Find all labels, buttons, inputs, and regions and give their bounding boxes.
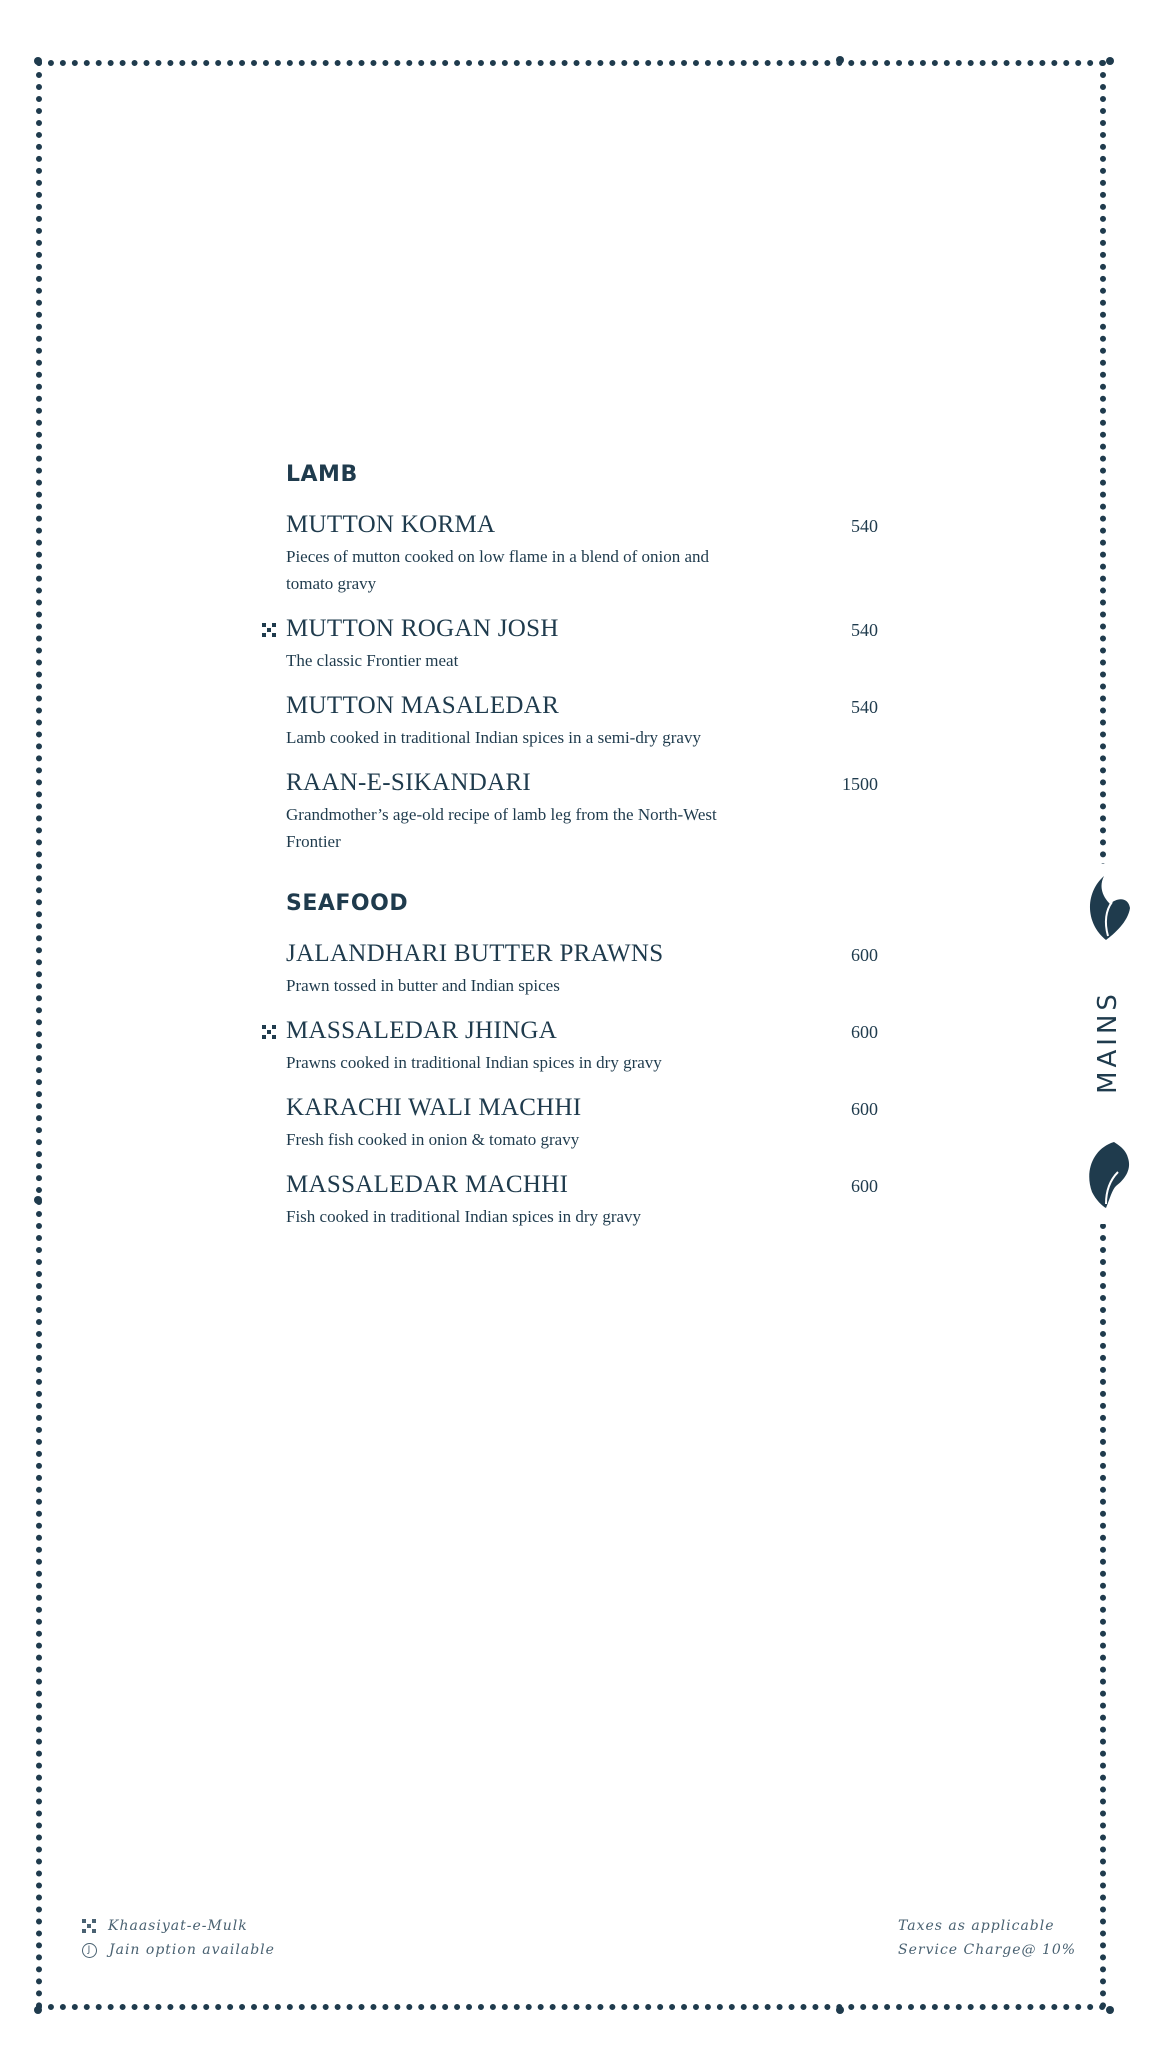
item-name: MASSALEDAR MACHHI [286, 1171, 569, 1198]
item-name: MUTTON MASALEDAR [286, 692, 560, 719]
taxes-note: Taxes as applicable [898, 1918, 1055, 1934]
side-tab-label: MAINS [1093, 990, 1123, 1094]
item-description: Prawn tossed in butter and Indian spices [286, 976, 560, 995]
item-name: MUTTON KORMA [286, 511, 496, 538]
legend-jain-label: Jain option available [109, 1942, 275, 1958]
menu-item [286, 1171, 878, 1230]
item-name: MASSALEDAR JHINGA [286, 1017, 558, 1044]
leaf-icon [1084, 1140, 1134, 1210]
section-title-seafood: SEAFOOD [286, 891, 409, 916]
item-price: 600 [851, 1022, 878, 1042]
section-title-lamb: LAMB [286, 462, 358, 487]
item-description: Pieces of mutton cooked on low flame in a blend of onion and tomato gravy [286, 547, 710, 593]
item-price: 540 [851, 697, 878, 717]
item-description: Fresh fish cooked in onion & tomato gravy [286, 1130, 580, 1149]
legend-jain [82, 1938, 275, 1962]
side-tab-label-wrap [1088, 982, 1128, 1102]
item-name: RAAN-E-SIKANDARI [286, 769, 532, 796]
item-price: 540 [851, 516, 878, 536]
menu-item [286, 1017, 878, 1076]
corner-dot [1106, 57, 1114, 65]
edge-dot [836, 56, 844, 64]
item-description: Fish cooked in traditional Indian spices in dry gravy [286, 1207, 642, 1226]
menu-item [286, 1094, 878, 1153]
item-name: KARACHI WALI MACHHI [286, 1094, 582, 1121]
item-price: 600 [851, 1176, 878, 1196]
item-description: Lamb cooked in traditional Indian spices in a semi-dry gravy [286, 728, 701, 747]
item-description: Prawns cooked in traditional Indian spices in dry gravy [286, 1053, 662, 1072]
item-price: 540 [851, 620, 878, 640]
menu-item [286, 692, 878, 751]
footer-notes [898, 1914, 1076, 1962]
item-price: 600 [851, 1099, 878, 1119]
khaasiyat-mark-icon [262, 623, 276, 637]
menu-content [286, 462, 878, 1248]
item-price: 600 [851, 945, 878, 965]
service-charge-note: Service Charge@ 10% [898, 1942, 1077, 1958]
side-tab [1080, 872, 1150, 1212]
footer-legend [82, 1914, 275, 1962]
item-name: JALANDHARI BUTTER PRAWNS [286, 940, 664, 967]
menu-item [286, 769, 878, 855]
leaf-icon [1084, 874, 1134, 944]
item-description: The classic Frontier meat [286, 651, 459, 670]
menu-item [286, 511, 878, 597]
khaasiyat-mark-icon [82, 1919, 96, 1933]
corner-dot [1106, 2006, 1114, 2014]
corner-dot [34, 57, 42, 65]
corner-dot [34, 2006, 42, 2014]
item-price: 1500 [842, 774, 878, 794]
item-description: Grandmother’s age-old recipe of lamb leg from the North-West Frontier [286, 805, 717, 851]
khaasiyat-mark-icon [262, 1025, 276, 1039]
jain-icon: J [82, 1943, 97, 1958]
menu-item [286, 615, 878, 674]
legend-special [82, 1914, 275, 1938]
legend-special-label: Khaasiyat-e-Mulk [108, 1918, 248, 1934]
menu-item [286, 940, 878, 999]
edge-dot [836, 2006, 844, 2014]
item-name: MUTTON ROGAN JOSH [286, 615, 559, 642]
edge-dot [34, 1196, 42, 1204]
